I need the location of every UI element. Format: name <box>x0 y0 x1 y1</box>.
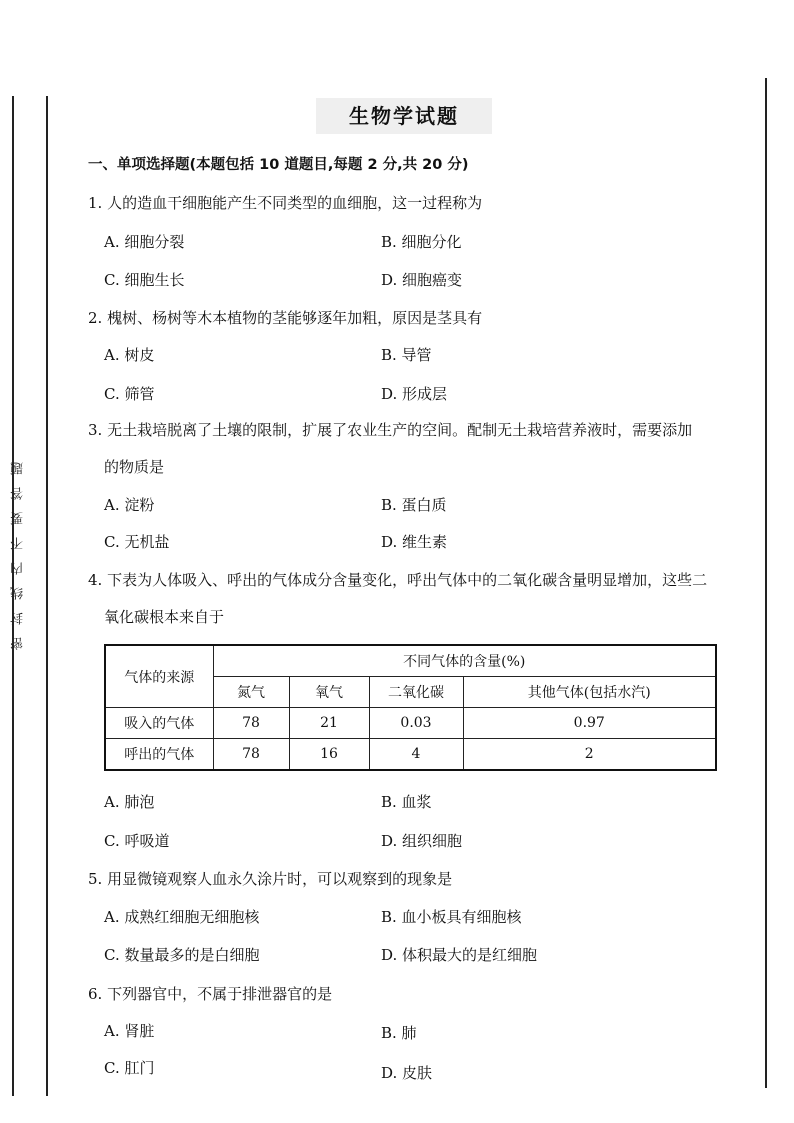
question-3-option-d: D. 维生素 <box>381 533 448 551</box>
question-2-stem: 2. 槐树、杨树等木本植物的茎能够逐年加粗，原因是茎具有 <box>88 309 483 327</box>
table-cell: 2 <box>463 739 716 771</box>
table-row <box>105 739 716 771</box>
table-header-group: 不同气体的含量(%) <box>213 645 716 677</box>
question-2-option-d: D. 形成层 <box>381 385 448 403</box>
question-2-option-c: C. 筛管 <box>104 385 155 403</box>
seal-line-notice: 密封线内不要答题 <box>11 450 26 650</box>
table-cell: 16 <box>289 739 369 771</box>
question-4-option-c: C. 呼吸道 <box>104 832 170 850</box>
question-3-option-c: C. 无机盐 <box>104 533 170 551</box>
table-row-label: 吸入的气体 <box>105 708 213 739</box>
question-5-option-c: C. 数量最多的是白细胞 <box>104 946 260 964</box>
question-2-option-b: B. 导管 <box>381 346 432 364</box>
question-3-stem: 3. 无土栽培脱离了土壤的限制，扩展了农业生产的空间。配制无土栽培营养液时，需要添加 <box>88 421 693 439</box>
question-1-option-b: B. 细胞分化 <box>381 233 462 251</box>
question-1-option-d: D. 细胞癌变 <box>381 271 463 289</box>
table-row-label: 呼出的气体 <box>105 739 213 771</box>
section-heading: 一、单项选择题(本题包括 10 道题目,每题 2 分,共 20 分) <box>88 157 469 173</box>
question-5-option-d: D. 体积最大的是红细胞 <box>381 946 538 964</box>
right-margin-rule <box>765 78 767 1088</box>
question-4-option-d: D. 组织细胞 <box>381 832 463 850</box>
question-4-option-b: B. 血浆 <box>381 793 432 811</box>
question-6-option-a: A. 肾脏 <box>104 1022 155 1040</box>
table-cell: 21 <box>289 708 369 739</box>
binding-rule <box>46 96 48 1096</box>
question-1-option-c: C. 细胞生长 <box>104 271 185 289</box>
question-6-stem: 6. 下列器官中，不属于排泄器官的是 <box>88 985 333 1003</box>
question-4-option-a: A. 肺泡 <box>104 793 155 811</box>
question-6-option-d: D. 皮肤 <box>381 1064 433 1082</box>
table-column-header: 氧气 <box>289 677 369 708</box>
table-cell: 0.97 <box>463 708 716 739</box>
question-3-option-a: A. 淀粉 <box>104 496 155 514</box>
question-6-option-c: C. 肛门 <box>104 1059 155 1077</box>
question-3-stem-continued: 的物质是 <box>104 458 165 476</box>
table-cell: 4 <box>369 739 463 771</box>
question-5-option-b: B. 血小板具有细胞核 <box>381 908 522 926</box>
question-4-stem-continued: 氧化碳根本来自于 <box>104 608 225 626</box>
table-column-header: 二氧化碳 <box>369 677 463 708</box>
question-1-stem: 1. 人的造血干细胞能产生不同类型的血细胞，这一过程称为 <box>88 194 483 212</box>
question-3-option-b: B. 蛋白质 <box>381 496 447 514</box>
question-5-option-a: A. 成熟红细胞无细胞核 <box>104 908 260 926</box>
question-6-option-b: B. 肺 <box>381 1024 417 1042</box>
question-4-stem: 4. 下表为人体吸入、呼出的气体成分含量变化，呼出气体中的二氧化碳含量明显增加，这些二 <box>88 571 708 589</box>
table-header-source: 气体的来源 <box>105 645 213 708</box>
question-5-stem: 5. 用显微镜观察人血永久涂片时，可以观察到的现象是 <box>88 870 453 888</box>
table-column-header: 氮气 <box>213 677 289 708</box>
table-row <box>105 708 716 739</box>
table-cell: 78 <box>213 739 289 771</box>
table-cell: 78 <box>213 708 289 739</box>
table-column-header: 其他气体(包括水汽) <box>463 677 716 708</box>
question-1-option-a: A. 细胞分裂 <box>104 233 185 251</box>
question-2-option-a: A. 树皮 <box>104 346 155 364</box>
page-title: 生物学试题 <box>316 98 492 134</box>
gas-composition-table <box>104 644 717 771</box>
table-cell: 0.03 <box>369 708 463 739</box>
